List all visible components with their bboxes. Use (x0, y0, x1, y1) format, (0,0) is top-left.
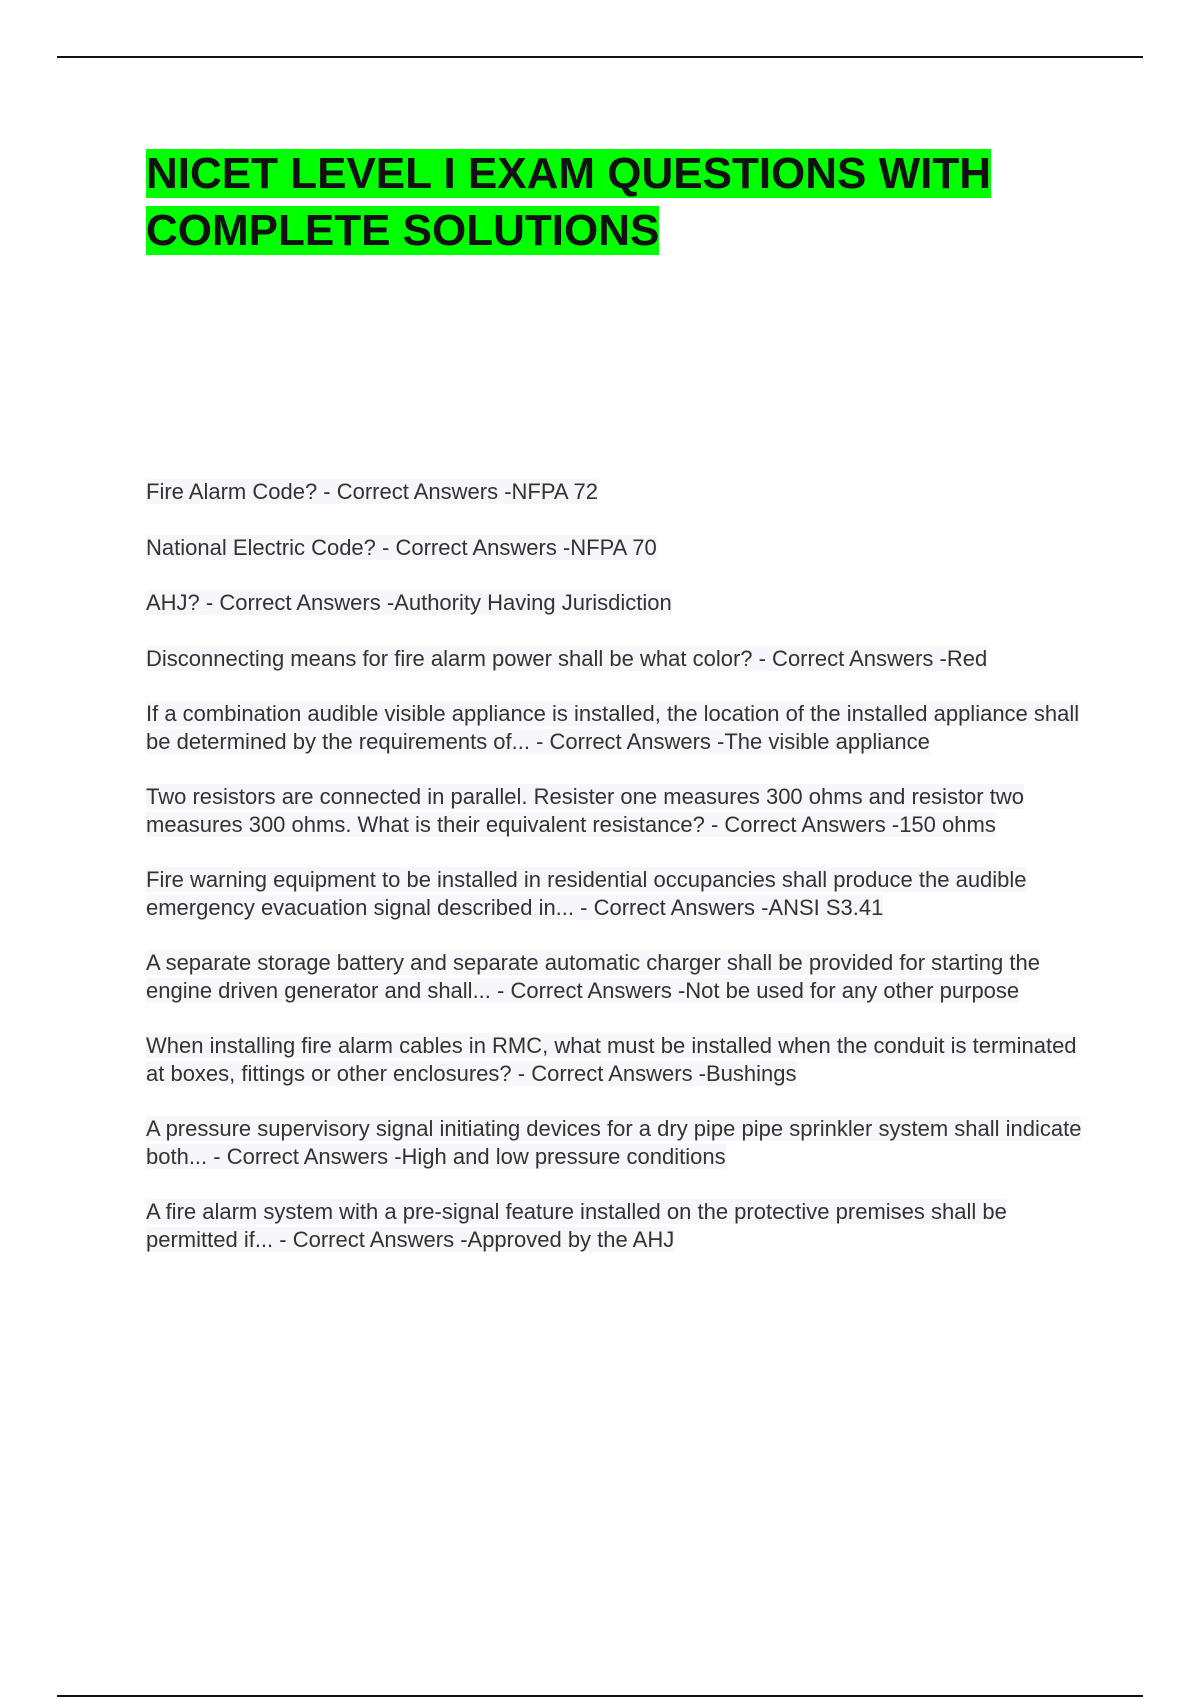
bottom-rule (57, 1695, 1143, 1697)
qa-item-9: When installing fire alarm cables in RMC, what must be installed when the conduit is terminated at boxes, fittings or other enclosures? - Correct Answers -Bushings (146, 1033, 1077, 1086)
qa-item-6: Two resistors are connected in parallel. Resister one measures 300 ohms and resistor two measures 300 ohms. What is their equivalent resistance? - Correct Answers -150 ohms (146, 784, 1024, 837)
qa-item-5: If a combination audible visible appliance is installed, the location of the installed appliance shall be determined by the requirements of... - Correct Answers -The visible appliance (146, 701, 1080, 754)
qa-list (146, 478, 1096, 1281)
qa-item-4: Disconnecting means for fire alarm power shall be what color? - Correct Answers -Red (146, 645, 988, 671)
document-title (146, 145, 1086, 259)
title-highlight: NICET LEVEL I EXAM QUESTIONS WITH COMPLETE SOLUTIONS (146, 149, 992, 255)
qa-item-2: National Electric Code? - Correct Answers -NFPA 70 (146, 534, 657, 560)
top-rule (57, 56, 1143, 58)
qa-item-10: A pressure supervisory signal initiating devices for a dry pipe pipe sprinkler system shall indicate both... - Correct Answers -High and low pressure conditions (146, 1116, 1082, 1169)
qa-item-1: Fire Alarm Code? - Correct Answers -NFPA 72 (146, 479, 598, 504)
qa-item-8: A separate storage battery and separate automatic charger shall be provided for starting the engine driven generator and shall... - Correct Answers -Not be used for any other purpose (146, 950, 1040, 1003)
qa-item-7: Fire warning equipment to be installed in residential occupancies shall produce the audible emergency evacuation signal described in... - Correct Answers -ANSI S3.41 (146, 867, 1027, 920)
qa-item-11: A fire alarm system with a pre-signal feature installed on the protective premises shall be permitted if... - Correct Answers -Approved by the AHJ (146, 1199, 1007, 1252)
qa-item-3: AHJ? - Correct Answers -Authority Having Jurisdiction (146, 590, 672, 615)
